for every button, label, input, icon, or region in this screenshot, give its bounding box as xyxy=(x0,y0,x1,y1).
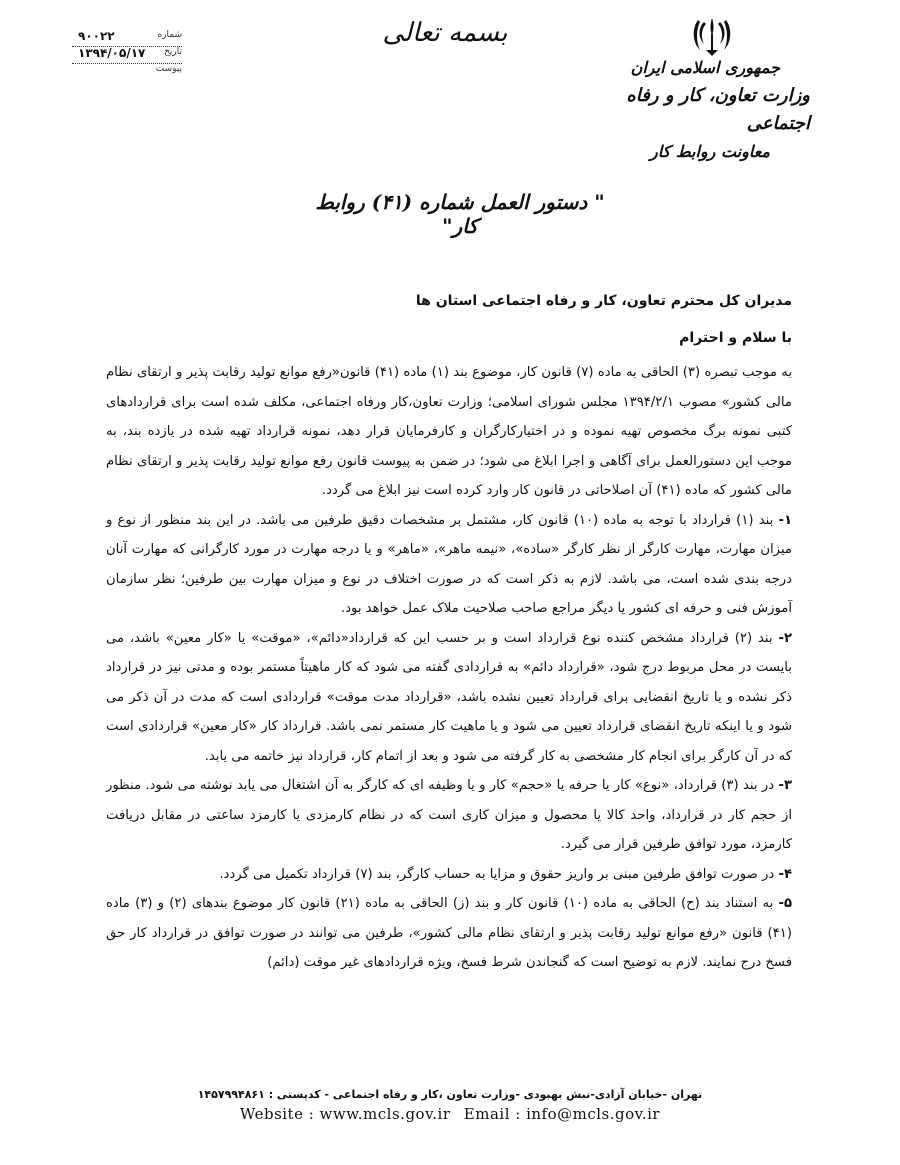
clause-4-text: در صورت توافق طرفین مبنی بر واریز حقوق و مزایا به حساب کارگر، بند (۷) قرارداد تکمیل می گردد. xyxy=(219,866,779,882)
clause-5-number: ۵- xyxy=(778,896,793,911)
document-title: " دستور العمل شماره (۴۱) روابط کار" xyxy=(315,190,605,238)
clause-3-paragraph xyxy=(106,771,792,860)
letter-number-value: ۹۰۰۲۲ xyxy=(78,29,115,43)
letter-date-value: ۱۳۹۴/۰۵/۱۷ xyxy=(78,46,146,60)
letter-number-row xyxy=(72,30,182,47)
ministry-line-deputy: معاونت روابط کار xyxy=(650,142,770,161)
letter-body xyxy=(106,358,792,978)
letter-number-label: شماره xyxy=(157,30,182,40)
clause-3-text: در بند (۳) قرارداد، «نوع» کار یا حرفه یا «حجم» کار و یا وظیفه ای که کارگر به آن اشتغال می یابد نوشته می شود. منظور از حجم کار در قرارداد، واحد کالا یا محصول و میزان کاری است که در نظام کارمزدی یا کارمزد ساعتی در مقابل دریافت کارمزد، مورد توافق طرفین قرار می گیرد. xyxy=(106,778,792,852)
clause-4-number: ۴- xyxy=(778,866,792,882)
basmala-heading: بسمه تعالی xyxy=(382,18,508,48)
clause-1-number: ۱- xyxy=(778,512,792,528)
clause-5-paragraph xyxy=(106,889,792,978)
footer-website-link[interactable]: Website : www.mcls.gov.ir xyxy=(239,1105,451,1123)
iran-emblem-icon xyxy=(690,14,734,58)
greeting: با سلام و احترام xyxy=(679,330,792,346)
ministry-header xyxy=(570,54,810,166)
clause-3-number: ۳- xyxy=(778,778,792,793)
intro-paragraph: به موجب تبصره (۳) الحاقی به ماده (۷) قانون کار، موضوع بند (۱) ماده (۴۱) قانون«رفع موانع تولید رقابت پذیر و ارتقای نظام مالی کشور» مصوب ۱۳۹۴/۲/۱ مجلس شورای اسلامی؛ وزارت تعاون،کار ورفاه اجتماعی، مکلف شده است برای قراردادهای کتبی نمونه برگ مخصوص تهیه نموده و در اختیارکارگران و کارفرمایان قرار دهد، نمونه قرارداد تهیه شده در یازده بند، به موجب این دستورالعمل برای آگاهی و اجرا ابلاغ می شود؛ در ضمن به پیوست قانون رفع موانع تولید رقابت پذیر و ارتقای نظام مالی کشور که ماده (۴۱) آن اصلاحاتی در قانون کار وارد کرده است نیز ابلاغ می گردد. xyxy=(106,365,792,498)
letter-attachment-row xyxy=(72,64,182,80)
footer-email-link[interactable]: Email : info@mcls.gov.ir xyxy=(463,1105,661,1123)
ministry-line-country: جمهوری اسلامی ایران xyxy=(630,58,780,77)
clause-2-text: بند (۲) قرارداد مشخص کننده نوع قرارداد است و بر حسب این که قرارداد«دائم»، «موقت» یا «کار معین» باشد، می بایست در محل مربوط درج شود، «قرارداد دائم» به قراردادی گفته می شود که کار ماهیتاً مستمر بوده و مدتی نیز در قرارداد ذکر نشده و یا تاریخ انقضایی برای قرارداد تعیین نشده باشد، «قرارداد مدت موقت» قراردادی است که مدت در آن ذکر می شود و یا اینکه تاریخ انقضای قرارداد تعیین می شود و یا ماهیت کار مستمر نمی باشد. قرارداد کار «کار معین» قراردادی است که در آن کارگر برای انجام کار مشخصی به کار گرفته می شود و بعد از اتمام کار، قرارداد نیز خاتمه می یابد. xyxy=(106,630,792,764)
letter-footer xyxy=(120,1088,780,1123)
clause-2-number: ۲- xyxy=(778,630,792,646)
clause-2-paragraph xyxy=(106,624,792,772)
clause-5-text: به استناد بند (ح) الحاقی به ماده (۱۰) قانون کار و بند (ز) الحاقی به ماده (۲۱) قانون کار موضوع بندهای (۲) و (۳) ماده (۴۱) قانون «رفع موانع تولید رقابت پذیر و ارتقای نظام مالی کشور»، طرفین می توانند در صورت توافق در قرارداد کار حق فسخ درج نمایند. لازم به توضیح است که گنجاندن شرط فسخ، ویژه قراردادهای غیر موقت (دائم) xyxy=(106,896,792,970)
letter-attachment-label: پیوست xyxy=(155,64,182,74)
clause-1-paragraph xyxy=(106,506,792,624)
footer-address: تهران -خیابان آزادی-نبش بهبودی -وزارت تعاون ،کار و رفاه اجتماعی - کدپستی : ۱۴۵۷۹۹۴۸۶۱ xyxy=(197,1088,703,1101)
ministry-line-ministry: وزارت تعاون، کار و رفاه اجتماعی xyxy=(626,85,810,134)
clause-4-paragraph xyxy=(106,860,792,890)
footer-contact xyxy=(120,1105,780,1123)
addressee: مدیران کل محترم تعاون، کار و رفاه اجتماعی استان ها xyxy=(415,293,792,309)
clause-1-text: بند (۱) قرارداد با توجه به ماده (۱۰) قانون کار، مشتمل بر مشخصات دقیق طرفین می باشد. در این بند منظور از نوع و میزان مهارت، مهارت کارگر از نظر کارگر «ساده»، «نیمه ماهر»، «ماهر» و یا درجه مهارت در مورد کارگرانی که مهارت آنان درجه بندی شده است، می باشد. لازم به ذکر است که در صورت اختلاف در نوع و میزان مهارت بین طرفین؛ نظر سازمان آموزش فنی و حرفه ای کشور یا دیگر مراجع صاحب صلاحیت ملاک عمل خواهد بود. xyxy=(106,512,792,616)
letter-date-row xyxy=(72,47,182,64)
letter-date-label: تاریخ xyxy=(164,47,182,57)
letter-meta xyxy=(72,30,182,80)
